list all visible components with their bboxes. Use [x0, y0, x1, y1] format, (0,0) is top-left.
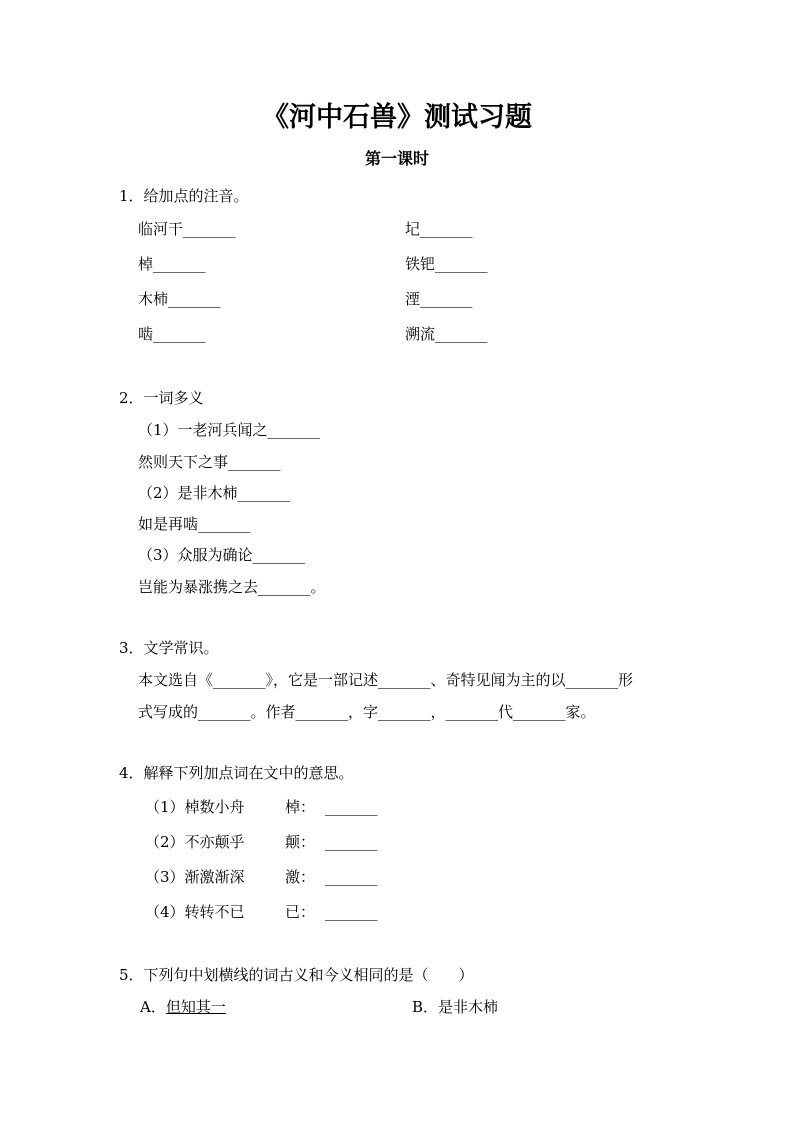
q4-heading: 4．解释下列加点词在文中的意思。 — [119, 764, 354, 782]
page-subtitle: 第一课时 — [364, 149, 429, 168]
q1-heading: 1．给加点的注音。 — [119, 187, 249, 205]
option-b-text: 是非木柿 — [438, 998, 499, 1016]
option-a-text: 但知其一 — [165, 998, 226, 1016]
page-title: 《河中石兽》测试习题 — [262, 102, 532, 133]
q2-line: （2）是非木柿_______ — [138, 484, 291, 502]
q1-item: 溯流_______ — [405, 325, 488, 343]
q4-blank: _______ — [325, 833, 378, 851]
q3-heading: 3．文学常识。 — [119, 639, 219, 657]
q4-blank: _______ — [325, 903, 378, 921]
q1-item: 棹_______ — [138, 255, 206, 273]
q1-item: 木柿_______ — [138, 290, 221, 308]
q2-heading: 2．一词多义 — [119, 389, 204, 407]
option-b-prefix: B． — [412, 998, 439, 1016]
q1-item: 啮_______ — [138, 325, 206, 343]
q2-line: （1）一老河兵闻之_______ — [138, 421, 321, 439]
q4-phrase: （3）渐激渐深 — [145, 868, 245, 886]
q2-line: （3）众服为确论_______ — [138, 546, 306, 564]
option-a-prefix: A． — [140, 998, 166, 1016]
q1-item: 湮_______ — [405, 290, 473, 308]
q2-line: 然则天下之事_______ — [138, 453, 281, 471]
q1-item: 临河干_______ — [138, 220, 236, 238]
q4-word: 激： — [285, 868, 316, 886]
q4-word: 颠： — [285, 833, 316, 851]
q1-item: 铁钯_______ — [405, 255, 488, 273]
q4-blank: _______ — [325, 868, 378, 886]
q2-line: 岂能为暴涨携之去_______。 — [138, 578, 326, 596]
q4-word: 已： — [285, 903, 316, 921]
q4-phrase: （4）转转不已 — [145, 903, 245, 921]
q2-line: 如是再啮_______ — [138, 515, 251, 533]
q4-word: 棹： — [285, 798, 316, 816]
q4-phrase: （2）不亦颠乎 — [145, 833, 245, 851]
q3-line-1: 本文选自《_______》，它是一部记述_______、奇特见闻为主的以_______形 — [138, 671, 634, 689]
q4-blank: _______ — [325, 798, 378, 816]
q1-item: 圮_______ — [405, 220, 473, 238]
option-a — [140, 997, 226, 1017]
q4-phrase: （1）棹数小舟 — [145, 798, 245, 816]
q3-line-2: 式写成的_______。作者_______，字_______，_______代_______家。 — [138, 703, 596, 721]
option-b — [412, 997, 498, 1017]
q5-heading: 5．下列句中划横线的词古义和今义相同的是（ ） — [119, 966, 474, 984]
